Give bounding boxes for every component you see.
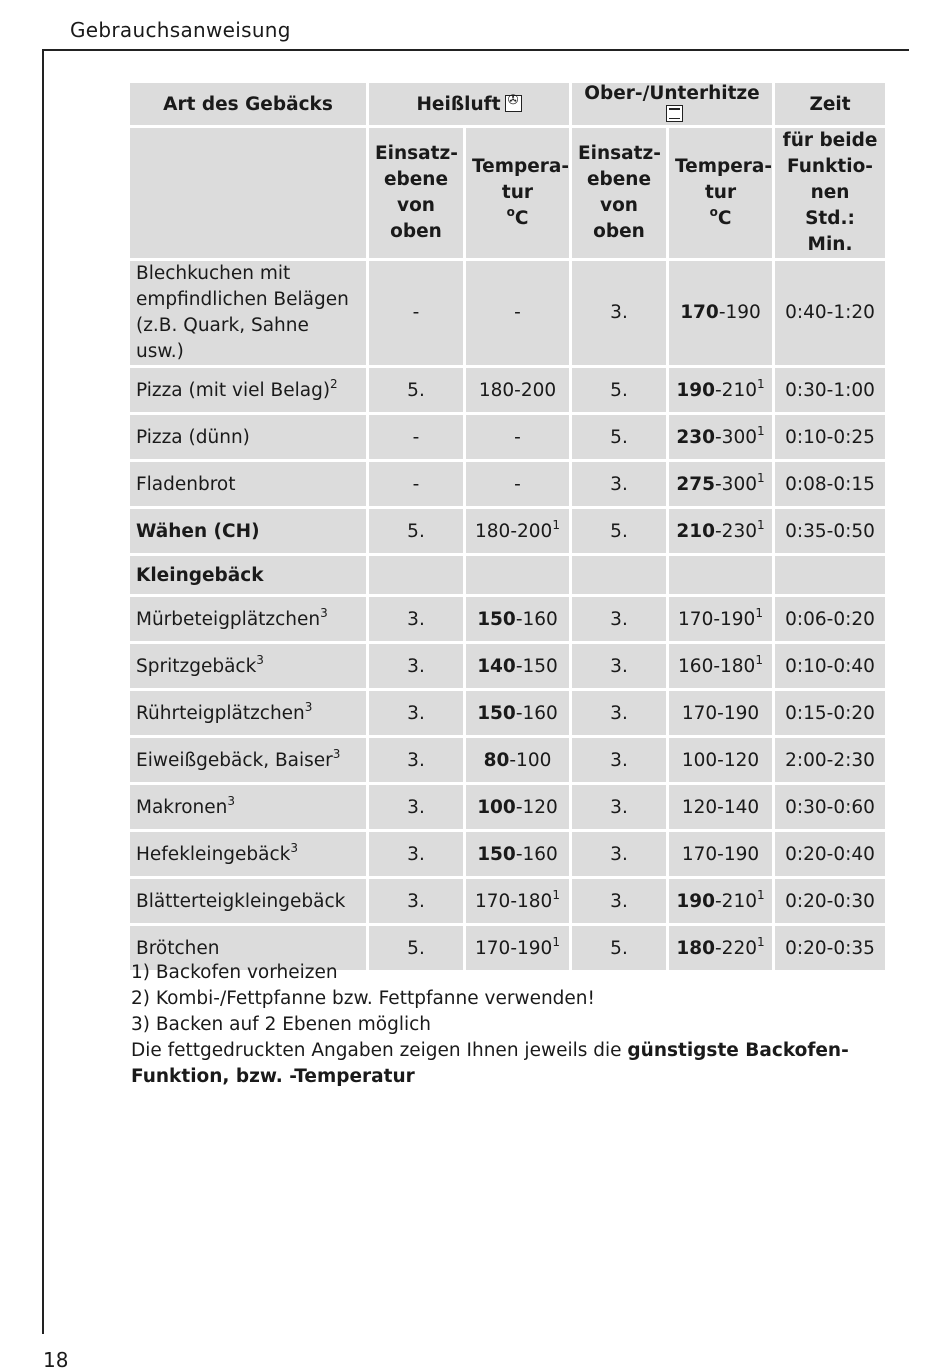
header-rule [43, 49, 909, 51]
hot-air-temp: $170-180^1$ [466, 879, 569, 923]
table-row [130, 597, 885, 641]
top-bottom-level: 5. [572, 368, 666, 412]
top-bottom-temp: 170-190 [669, 832, 772, 876]
table-row [130, 415, 885, 459]
bold-remark-cont: Funktion, bzw. -Temperatur [131, 1066, 415, 1087]
hot-air-temp: - [466, 261, 569, 365]
hot-air-temp: - [466, 462, 569, 506]
row-name: Pizza (dünn) [130, 415, 366, 459]
top-bottom-temp: $190-210^1$ [669, 879, 772, 923]
hot-air-temp: 150-160 [466, 691, 569, 735]
hot-air-temp: $170-190^1$ [466, 926, 569, 970]
hot-air-level: 3. [369, 644, 463, 688]
subhead-top-bottom-level: Einsatz- ebene von oben [572, 128, 666, 258]
hot-air-level: - [369, 462, 463, 506]
hot-air-level: 3. [369, 785, 463, 829]
footnotes [131, 960, 891, 1090]
time: 0:15-0:20 [775, 691, 885, 735]
page-number: 18 [43, 1348, 69, 1372]
time: 0:08-0:15 [775, 462, 885, 506]
top-bottom-heat-icon [666, 105, 683, 122]
time: 0:40-1:20 [775, 261, 885, 365]
hot-air-level: 3. [369, 879, 463, 923]
section-name: Kleingebäck [130, 556, 366, 594]
top-bottom-temp: 100-120 [669, 738, 772, 782]
subhead-empty [130, 128, 366, 258]
hot-air-temp: 150-160 [466, 832, 569, 876]
table-subheader-row [130, 128, 885, 258]
row-name: Wähen (CH) [130, 509, 366, 553]
subhead-hot-air-level: Einsatz- ebene von oben [369, 128, 463, 258]
time: 0:20-0:40 [775, 832, 885, 876]
table-row [130, 879, 885, 923]
col-head-hot-air-label: Heißluft [416, 93, 501, 115]
time: 0:30-1:00 [775, 368, 885, 412]
hot-air-temp: 180-200 [466, 368, 569, 412]
top-bottom-temp: $160-180^1$ [669, 644, 772, 688]
side-rule [42, 49, 44, 1334]
top-bottom-level: 3. [572, 261, 666, 365]
top-bottom-level: 3. [572, 691, 666, 735]
table-row [130, 368, 885, 412]
time: 0:10-0:40 [775, 644, 885, 688]
hot-air-level: 3. [369, 738, 463, 782]
col-head-top-bottom-label: Ober-/Unterhitze [584, 83, 760, 104]
hot-air-level: 5. [369, 926, 463, 970]
row-name: Hefekleingebäck$^3$ [130, 832, 366, 876]
top-bottom-level: 5. [572, 926, 666, 970]
top-bottom-temp: $180-220^1$ [669, 926, 772, 970]
hot-air-level: 3. [369, 597, 463, 641]
top-bottom-temp: $210-230^1$ [669, 509, 772, 553]
top-bottom-temp: 120-140 [669, 785, 772, 829]
time: 0:20-0:35 [775, 926, 885, 970]
running-header: Gebrauchsanweisung [70, 18, 291, 42]
row-name: Pizza (mit viel Belag)$^2$ [130, 368, 366, 412]
empty-cell [775, 556, 885, 594]
empty-cell [369, 556, 463, 594]
table-row [130, 785, 885, 829]
top-bottom-level: 3. [572, 785, 666, 829]
fan-icon [505, 95, 522, 112]
empty-cell [669, 556, 772, 594]
top-bottom-temp: 170-190 [669, 691, 772, 735]
hot-air-level: 3. [369, 691, 463, 735]
hot-air-level: - [369, 415, 463, 459]
row-name: Blätterteigkleingebäck [130, 879, 366, 923]
hot-air-temp: 150-160 [466, 597, 569, 641]
table-row [130, 462, 885, 506]
hot-air-level: 5. [369, 509, 463, 553]
top-bottom-level: 5. [572, 415, 666, 459]
row-name: Mürbeteigplätzchen$^3$ [130, 597, 366, 641]
table-section-row [130, 556, 885, 594]
top-bottom-temp: $190-210^1$ [669, 368, 772, 412]
row-name: Rührteigplätzchen$^3$ [130, 691, 366, 735]
col-head-time: Zeit [775, 83, 885, 125]
subhead-hot-air-temp: Tempera- tur $^o$C [466, 128, 569, 258]
row-name: Fladenbrot [130, 462, 366, 506]
table-row [130, 832, 885, 876]
time: 2:00-2:30 [775, 738, 885, 782]
footnote-3: 3) Backen auf 2 Ebenen möglich [131, 1014, 432, 1035]
top-bottom-level: 3. [572, 462, 666, 506]
empty-cell [466, 556, 569, 594]
hot-air-level: 3. [369, 832, 463, 876]
table-row [130, 509, 885, 553]
col-head-top-bottom [572, 83, 772, 125]
time: 0:06-0:20 [775, 597, 885, 641]
top-bottom-temp: $230-300^1$ [669, 415, 772, 459]
table-row [130, 738, 885, 782]
footnote-2: 2) Kombi-/Fettpfanne bzw. Fettpfanne verwenden! [131, 988, 595, 1009]
baking-table [127, 80, 888, 973]
row-name: Spritzgebäck$^3$ [130, 644, 366, 688]
time: 0:10-0:25 [775, 415, 885, 459]
hot-air-level: 5. [369, 368, 463, 412]
empty-cell [572, 556, 666, 594]
top-bottom-temp: $275-300^1$ [669, 462, 772, 506]
row-name: Eiweißgebäck, Baiser$^3$ [130, 738, 366, 782]
top-bottom-temp: 170-190 [669, 261, 772, 365]
row-name: Brötchen [130, 926, 366, 970]
top-bottom-level: 3. [572, 644, 666, 688]
col-head-kind: Art des Gebäcks [130, 83, 366, 125]
time: 0:35-0:50 [775, 509, 885, 553]
hot-air-temp: 80-100 [466, 738, 569, 782]
table-row [130, 261, 885, 365]
hot-air-temp: $180-200^1$ [466, 509, 569, 553]
row-name: Makronen$^3$ [130, 785, 366, 829]
top-bottom-level: 3. [572, 597, 666, 641]
hot-air-temp: 100-120 [466, 785, 569, 829]
footnote-1: 1) Backofen vorheizen [131, 962, 338, 983]
subhead-time: für beide Funktio- nen Std.: Min. [775, 128, 885, 258]
top-bottom-level: 3. [572, 738, 666, 782]
row-name: Blechkuchen mit empfindlichen Belägen (z.B. Quark, Sahne usw.) [130, 261, 366, 365]
time: 0:30-0:60 [775, 785, 885, 829]
hot-air-temp: - [466, 415, 569, 459]
table-header-row [130, 83, 885, 125]
time: 0:20-0:30 [775, 879, 885, 923]
top-bottom-level: 5. [572, 509, 666, 553]
bold-remark: Die fettgedruckten Angaben zeigen Ihnen jeweils die günstigste Backofen- [131, 1040, 849, 1061]
hot-air-temp: 140-150 [466, 644, 569, 688]
table-row [130, 644, 885, 688]
col-head-hot-air [369, 83, 569, 125]
subhead-top-bottom-temp: Tempera- tur $^o$C [669, 128, 772, 258]
table-row [130, 691, 885, 735]
top-bottom-level: 3. [572, 832, 666, 876]
top-bottom-level: 3. [572, 879, 666, 923]
hot-air-level: - [369, 261, 463, 365]
top-bottom-temp: $170-190^1$ [669, 597, 772, 641]
